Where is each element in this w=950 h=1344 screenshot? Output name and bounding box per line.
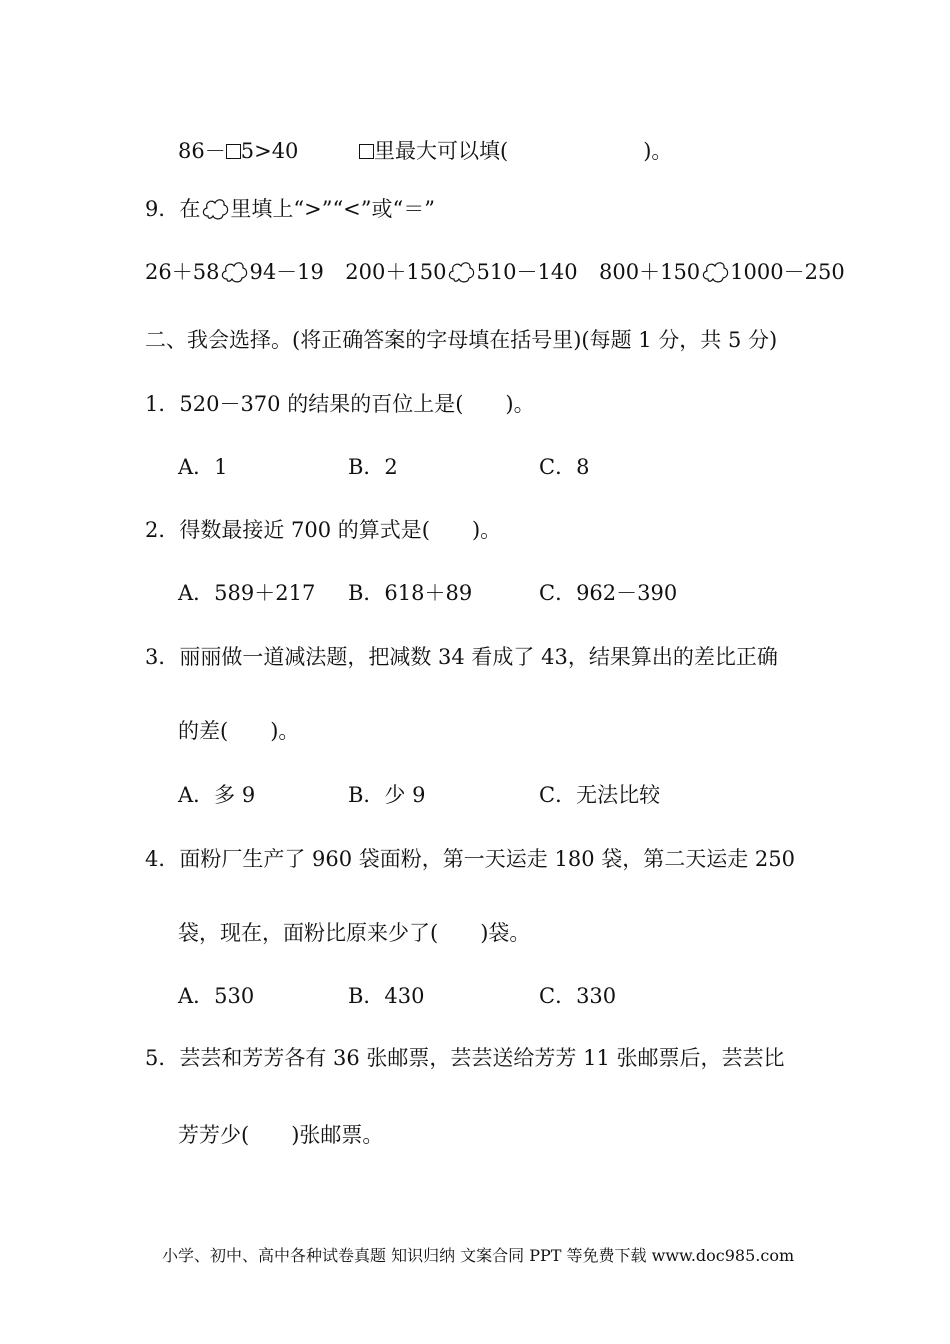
q8-instruction bbox=[359, 136, 672, 166]
q9-expr3-right: 1000－250 bbox=[730, 260, 845, 284]
q9-number: 9． bbox=[145, 197, 180, 221]
q9-expressions bbox=[145, 257, 845, 287]
q9-expr2-left: 200＋150 bbox=[345, 260, 447, 284]
q8-expression bbox=[178, 136, 298, 166]
q8-instruction-text: 里最大可以填( bbox=[374, 139, 509, 163]
blank-box-icon bbox=[359, 144, 374, 159]
q9-expr3-left: 800＋150 bbox=[599, 260, 701, 284]
q8-expr-part-b: 5>40 bbox=[240, 139, 299, 163]
option-a[interactable]: A．589＋217 bbox=[178, 581, 316, 605]
page-footer: 小学、初中、高中各种试卷真题 知识归纳 文案合同 PPT 等免费下载 www.doc985.com bbox=[162, 1246, 795, 1265]
cloud-icon bbox=[200, 194, 230, 224]
question-1-stem: 1．520－370 的结果的百位上是( )。 bbox=[145, 392, 535, 416]
q9-text-a: 在 bbox=[179, 197, 201, 221]
question-3-stem-line2: 的差( )。 bbox=[178, 719, 300, 743]
option-b[interactable]: B．618＋89 bbox=[348, 581, 473, 605]
section-heading: 二、我会选择。(将正确答案的字母填在括号里)(每题 1 分，共 5 分) bbox=[145, 328, 778, 352]
option-a[interactable]: A．多 9 bbox=[178, 783, 256, 807]
q8-close: )。 bbox=[643, 139, 673, 163]
question-5-stem-line2: 芳芳少( )张邮票。 bbox=[178, 1123, 384, 1147]
option-b[interactable]: B．少 9 bbox=[348, 783, 426, 807]
question-4-stem-line1: 4．面粉厂生产了 960 袋面粉，第一天运走 180 袋，第二天运走 250 bbox=[145, 847, 795, 871]
cloud-answer-icon[interactable] bbox=[446, 257, 476, 287]
option-b[interactable]: B．430 bbox=[348, 984, 425, 1008]
option-c[interactable]: C．无法比较 bbox=[539, 783, 661, 807]
cloud-answer-icon[interactable] bbox=[219, 257, 249, 287]
q9-expr1-left: 26＋58 bbox=[145, 260, 220, 284]
q9-stem bbox=[145, 194, 435, 224]
question-2-stem: 2．得数最接近 700 的算式是( )。 bbox=[145, 518, 502, 542]
option-c[interactable]: C．962－390 bbox=[539, 581, 678, 605]
question-4-stem-line2: 袋，现在，面粉比原来少了( )袋。 bbox=[178, 921, 531, 945]
question-3-stem-line1: 3．丽丽做一道减法题，把减数 34 看成了 43，结果算出的差比正确 bbox=[145, 645, 778, 669]
option-c[interactable]: C．330 bbox=[539, 984, 617, 1008]
q9-expr1-right: 94－19 bbox=[249, 260, 324, 284]
q9-text-b: 里填上“>”“<”或“＝” bbox=[230, 197, 435, 221]
option-b[interactable]: B．2 bbox=[348, 455, 398, 479]
option-a[interactable]: A．530 bbox=[178, 984, 255, 1008]
question-5-stem-line1: 5．芸芸和芳芳各有 36 张邮票，芸芸送给芳芳 11 张邮票后，芸芸比 bbox=[145, 1046, 785, 1070]
option-c[interactable]: C．8 bbox=[539, 455, 590, 479]
blank-box-icon bbox=[226, 144, 241, 159]
q8-expr-part-a: 86－ bbox=[178, 139, 226, 163]
option-a[interactable]: A．1 bbox=[178, 455, 228, 479]
q9-expr2-right: 510－140 bbox=[476, 260, 578, 284]
cloud-answer-icon[interactable] bbox=[700, 257, 730, 287]
